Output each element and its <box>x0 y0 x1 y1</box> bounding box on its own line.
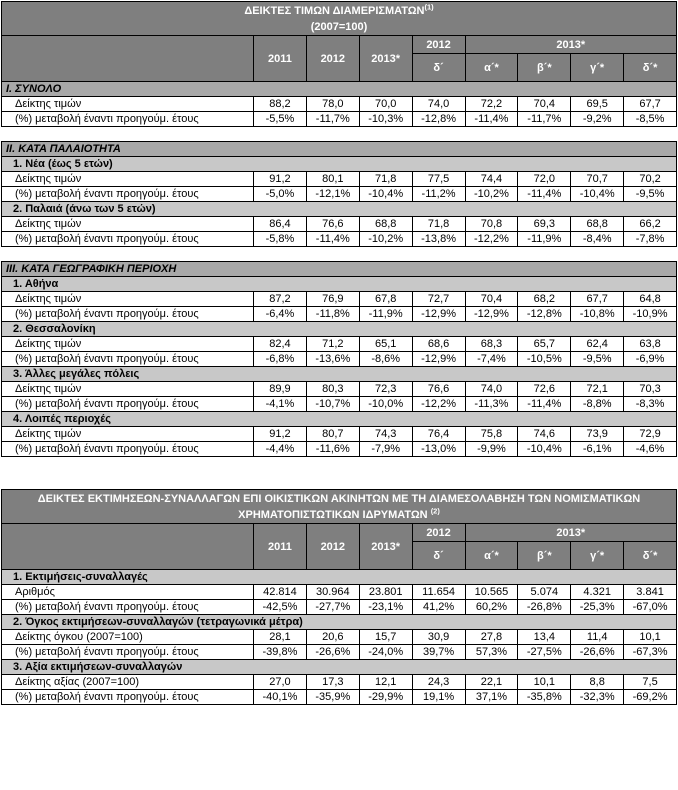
value-cell: -26,6% <box>571 645 624 660</box>
column-header-row <box>2 524 677 542</box>
col-header-2012: 2012 <box>306 524 359 570</box>
value-cell: 22,1 <box>465 675 518 690</box>
value-cell: -6,4% <box>254 307 307 322</box>
value-cell: -11,4% <box>465 112 518 127</box>
value-cell: -7,4% <box>465 352 518 367</box>
valuations-transactions-table <box>1 489 677 705</box>
value-cell: -10,8% <box>571 307 624 322</box>
col-header-2013-q2: β´* <box>518 54 571 82</box>
section-row <box>2 142 677 157</box>
value-cell: -10,9% <box>624 307 677 322</box>
value-cell: -11,3% <box>465 397 518 412</box>
value-cell: 3.841 <box>624 585 677 600</box>
spacer-row <box>2 247 677 262</box>
table-row <box>2 690 677 705</box>
value-cell: -67,3% <box>624 645 677 660</box>
subsection-row <box>2 570 677 585</box>
value-cell: -10,4% <box>571 187 624 202</box>
table-row <box>2 292 677 307</box>
col-header-2013-q1: α´* <box>465 54 518 82</box>
row-label: (%) μεταβολή έναντι προηγούμ. έτους <box>2 187 254 202</box>
value-cell: 88,2 <box>254 97 307 112</box>
value-cell: 68,6 <box>412 337 465 352</box>
value-cell: 63,8 <box>624 337 677 352</box>
table-title-row <box>2 2 677 36</box>
section-band-label: ΙΙΙ. ΚΑΤΑ ΓΕΩΓΡΑΦΙΚΗ ΠΕΡΙΟΧΗ <box>2 262 677 277</box>
value-cell: -27,5% <box>518 645 571 660</box>
value-cell: 68,2 <box>518 292 571 307</box>
table-row <box>2 97 677 112</box>
value-cell: 8,8 <box>571 675 624 690</box>
table-row <box>2 112 677 127</box>
value-cell: -8,3% <box>624 397 677 412</box>
section-row <box>2 262 677 277</box>
value-cell: 4.321 <box>571 585 624 600</box>
value-cell: 37,1% <box>465 690 518 705</box>
value-cell: -69,2% <box>624 690 677 705</box>
col-header-2013-q3: γ´* <box>571 542 624 570</box>
value-cell: 70,2 <box>624 172 677 187</box>
row-label: (%) μεταβολή έναντι προηγούμ. έτους <box>2 645 254 660</box>
value-cell: 69,5 <box>571 97 624 112</box>
value-cell: -8,5% <box>624 112 677 127</box>
value-cell: 62,4 <box>571 337 624 352</box>
value-cell: -10,0% <box>359 397 412 412</box>
value-cell: 74,6 <box>518 427 571 442</box>
value-cell: -32,3% <box>571 690 624 705</box>
table-title-text: ΔΕΙΚΤΕΣ ΕΚΤΙΜΗΣΕΩΝ-ΣΥΝΑΛΛΑΓΩΝ ΕΠΙ ΟΙΚΙΣΤΙΚΩΝ ΑΚΙΝΗΤΩΝ ΜΕ ΤΗ ΔΙΑΜΕΣΟΛΑΒΗΣΗ ΤΩΝ ΝΟΜΙΣΜΑΤΙΚΩΝ ΧΡΗΜΑΤΟΠΙΣΤΩΤΙΚΩΝ ΙΔΡΥΜΑΤΩΝ <box>37 492 641 521</box>
value-cell: -11,7% <box>306 112 359 127</box>
value-cell: 70,0 <box>359 97 412 112</box>
value-cell: 20,6 <box>306 630 359 645</box>
value-cell: 69,3 <box>518 217 571 232</box>
section-band-label: 1. Αθήνα <box>2 277 677 292</box>
subsection-row <box>2 412 677 427</box>
value-cell: 10,1 <box>624 630 677 645</box>
table-title-band <box>2 490 677 524</box>
table-title-text: ΔΕΙΚΤΕΣ ΤΙΜΩΝ ΔΙΑΜΕΡΙΣΜΑΤΩΝ <box>244 4 425 17</box>
section-band-label: 1. Εκτιμήσεις-συναλλαγές <box>2 570 677 585</box>
spacer-cell <box>2 247 677 262</box>
col-group-2012: 2012 <box>412 36 465 54</box>
subsection-row <box>2 367 677 382</box>
value-cell: 72,3 <box>359 382 412 397</box>
table-title-band <box>2 2 677 36</box>
spacer-row <box>2 127 677 142</box>
value-cell: -8,4% <box>571 232 624 247</box>
value-cell: -12,9% <box>412 307 465 322</box>
value-cell: 76,6 <box>412 382 465 397</box>
value-cell: 60,2% <box>465 600 518 615</box>
col-header-2013: 2013* <box>359 36 412 82</box>
value-cell: 28,1 <box>254 630 307 645</box>
value-cell: 75,8 <box>465 427 518 442</box>
value-cell: -25,3% <box>571 600 624 615</box>
value-cell: 67,8 <box>359 292 412 307</box>
value-cell: 19,1% <box>412 690 465 705</box>
section-band-label: ΙΙ. ΚΑΤΑ ΠΑΛΑΙΟΤΗΤΑ <box>2 142 677 157</box>
value-cell: 89,9 <box>254 382 307 397</box>
table-row <box>2 172 677 187</box>
row-label: Δείκτης όγκου (2007=100) <box>2 630 254 645</box>
col-group-2013: 2013* <box>465 524 677 542</box>
value-cell: -5,0% <box>254 187 307 202</box>
value-cell: 57,3% <box>465 645 518 660</box>
table-row <box>2 397 677 412</box>
value-cell: -8,6% <box>359 352 412 367</box>
row-label: Αριθμός <box>2 585 254 600</box>
subsection-row <box>2 322 677 337</box>
value-cell: -11,2% <box>412 187 465 202</box>
value-cell: 64,8 <box>624 292 677 307</box>
value-cell: 68,3 <box>465 337 518 352</box>
row-label: Δείκτης τιμών <box>2 172 254 187</box>
value-cell: 15,7 <box>359 630 412 645</box>
value-cell: 80,1 <box>306 172 359 187</box>
value-cell: 72,2 <box>465 97 518 112</box>
value-cell: -9,2% <box>571 112 624 127</box>
value-cell: -11,6% <box>306 442 359 457</box>
value-cell: -11,4% <box>306 232 359 247</box>
table-title <box>4 491 674 523</box>
table-row <box>2 675 677 690</box>
title-footnote-ref: (1) <box>424 1 434 11</box>
value-cell: -9,9% <box>465 442 518 457</box>
value-cell: -67,0% <box>624 600 677 615</box>
value-cell: -10,2% <box>465 187 518 202</box>
value-cell: -13,0% <box>412 442 465 457</box>
value-cell: 80,7 <box>306 427 359 442</box>
section-band-label: 2. Παλαιά (άνω των 5 ετών) <box>2 202 677 217</box>
row-label: Δείκτης τιμών <box>2 427 254 442</box>
value-cell: 73,9 <box>571 427 624 442</box>
value-cell: -10,4% <box>518 442 571 457</box>
col-header-2012-q4: δ´ <box>412 54 465 82</box>
value-cell: -4,1% <box>254 397 307 412</box>
row-label: (%) μεταβολή έναντι προηγούμ. έτους <box>2 112 254 127</box>
value-cell: 27,0 <box>254 675 307 690</box>
value-cell: -24,0% <box>359 645 412 660</box>
section-band-label: 3. Αξία εκτιμήσεων-συναλλαγών <box>2 660 677 675</box>
section-band-label: 2. Όγκος εκτιμήσεων-συναλλαγών (τετραγωνικά μέτρα) <box>2 615 677 630</box>
statistical-tables-sheet <box>1 1 677 705</box>
value-cell: -11,4% <box>518 397 571 412</box>
value-cell: -12,2% <box>412 397 465 412</box>
value-cell: -11,9% <box>359 307 412 322</box>
row-label: (%) μεταβολή έναντι προηγούμ. έτους <box>2 442 254 457</box>
value-cell: -12,1% <box>306 187 359 202</box>
value-cell: 72,0 <box>518 172 571 187</box>
value-cell: -12,8% <box>412 112 465 127</box>
value-cell: 68,8 <box>571 217 624 232</box>
subsection-row <box>2 615 677 630</box>
col-header-2013-q1: α´* <box>465 542 518 570</box>
value-cell: 30.964 <box>306 585 359 600</box>
subsection-row <box>2 277 677 292</box>
value-cell: 12,1 <box>359 675 412 690</box>
value-cell: 74,3 <box>359 427 412 442</box>
value-cell: -26,8% <box>518 600 571 615</box>
table-subtitle: (2007=100) <box>310 20 368 33</box>
table-row <box>2 217 677 232</box>
col-group-2012: 2012 <box>412 524 465 542</box>
value-cell: 27,8 <box>465 630 518 645</box>
value-cell: 39,7% <box>412 645 465 660</box>
value-cell: -10,2% <box>359 232 412 247</box>
value-cell: 11,4 <box>571 630 624 645</box>
col-header-2013-q2: β´* <box>518 542 571 570</box>
value-cell: 10.565 <box>465 585 518 600</box>
value-cell: 71,8 <box>359 172 412 187</box>
value-cell: 24,3 <box>412 675 465 690</box>
row-label: (%) μεταβολή έναντι προηγούμ. έτους <box>2 307 254 322</box>
value-cell: -29,9% <box>359 690 412 705</box>
row-label: (%) μεταβολή έναντι προηγούμ. έτους <box>2 352 254 367</box>
value-cell: 70,7 <box>571 172 624 187</box>
value-cell: -42,5% <box>254 600 307 615</box>
table-title-row <box>2 490 677 524</box>
value-cell: -5,5% <box>254 112 307 127</box>
section-band-label: Ι. ΣΥΝΟΛΟ <box>2 82 677 97</box>
value-cell: -10,3% <box>359 112 412 127</box>
row-label: Δείκτης τιμών <box>2 97 254 112</box>
value-cell: -9,5% <box>571 352 624 367</box>
label-column-header <box>2 524 254 570</box>
value-cell: 11.654 <box>412 585 465 600</box>
col-header-2012: 2012 <box>306 36 359 82</box>
value-cell: 74,0 <box>465 382 518 397</box>
spacer-cell <box>2 127 677 142</box>
value-cell: 72,9 <box>624 427 677 442</box>
col-header-2013-q3: γ´* <box>571 54 624 82</box>
value-cell: 42.814 <box>254 585 307 600</box>
value-cell: -27,7% <box>306 600 359 615</box>
value-cell: -12,9% <box>465 307 518 322</box>
value-cell: -23,1% <box>359 600 412 615</box>
column-header-row <box>2 36 677 54</box>
value-cell: -11,7% <box>518 112 571 127</box>
value-cell: 72,1 <box>571 382 624 397</box>
table-row <box>2 232 677 247</box>
value-cell: -11,9% <box>518 232 571 247</box>
value-cell: -12,8% <box>518 307 571 322</box>
col-group-2013: 2013* <box>465 36 677 54</box>
value-cell: 71,2 <box>306 337 359 352</box>
value-cell: 67,7 <box>624 97 677 112</box>
value-cell: 71,8 <box>412 217 465 232</box>
value-cell: 30,9 <box>412 630 465 645</box>
value-cell: 5.074 <box>518 585 571 600</box>
value-cell: -13,6% <box>306 352 359 367</box>
value-cell: 76,4 <box>412 427 465 442</box>
value-cell: 41,2% <box>412 600 465 615</box>
row-label: Δείκτης τιμών <box>2 337 254 352</box>
title-footnote-ref: (2) <box>430 505 440 515</box>
row-label: Δείκτης τιμών <box>2 217 254 232</box>
value-cell: -10,5% <box>518 352 571 367</box>
table-row <box>2 382 677 397</box>
value-cell: 72,7 <box>412 292 465 307</box>
value-cell: -11,4% <box>518 187 571 202</box>
row-label: Δείκτης τιμών <box>2 382 254 397</box>
row-label: (%) μεταβολή έναντι προηγούμ. έτους <box>2 397 254 412</box>
value-cell: -12,2% <box>465 232 518 247</box>
table-title <box>4 3 674 19</box>
value-cell: -13,8% <box>412 232 465 247</box>
subsection-row <box>2 202 677 217</box>
value-cell: -4,6% <box>624 442 677 457</box>
price-index-table-body <box>2 82 677 457</box>
value-cell: 10,1 <box>518 675 571 690</box>
value-cell: 7,5 <box>624 675 677 690</box>
row-label: (%) μεταβολή έναντι προηγούμ. έτους <box>2 690 254 705</box>
value-cell: 76,9 <box>306 292 359 307</box>
apartment-price-index-table <box>1 1 677 457</box>
section-row <box>2 82 677 97</box>
value-cell: -39,8% <box>254 645 307 660</box>
value-cell: -12,9% <box>412 352 465 367</box>
col-header-2011: 2011 <box>254 36 307 82</box>
value-cell: 65,1 <box>359 337 412 352</box>
value-cell: 91,2 <box>254 427 307 442</box>
value-cell: 74,4 <box>465 172 518 187</box>
value-cell: -5,8% <box>254 232 307 247</box>
value-cell: -35,8% <box>518 690 571 705</box>
col-header-2013-q4: δ´* <box>624 542 677 570</box>
label-column-header <box>2 36 254 82</box>
value-cell: -6,9% <box>624 352 677 367</box>
table-row <box>2 600 677 615</box>
value-cell: 70,4 <box>465 292 518 307</box>
value-cell: -40,1% <box>254 690 307 705</box>
value-cell: -26,6% <box>306 645 359 660</box>
value-cell: 86,4 <box>254 217 307 232</box>
value-cell: 67,7 <box>571 292 624 307</box>
value-cell: 13,4 <box>518 630 571 645</box>
table-row <box>2 585 677 600</box>
table-row <box>2 630 677 645</box>
table-row <box>2 352 677 367</box>
table-row <box>2 337 677 352</box>
value-cell: 72,6 <box>518 382 571 397</box>
col-header-2013-q4: δ´* <box>624 54 677 82</box>
col-header-2012-q4: δ´ <box>412 542 465 570</box>
value-cell: -7,9% <box>359 442 412 457</box>
value-cell: 91,2 <box>254 172 307 187</box>
value-cell: -10,7% <box>306 397 359 412</box>
row-label: Δείκτης αξίας (2007=100) <box>2 675 254 690</box>
section-band-label: 4. Λοιπές περιοχές <box>2 412 677 427</box>
section-band-label: 2. Θεσσαλονίκη <box>2 322 677 337</box>
value-cell: -6,1% <box>571 442 624 457</box>
table-row <box>2 427 677 442</box>
col-header-2011: 2011 <box>254 524 307 570</box>
section-band-label: 3. Άλλες μεγάλες πόλεις <box>2 367 677 382</box>
row-label: (%) μεταβολή έναντι προηγούμ. έτους <box>2 232 254 247</box>
subsection-row <box>2 157 677 172</box>
value-cell: 23.801 <box>359 585 412 600</box>
value-cell: 70,8 <box>465 217 518 232</box>
value-cell: -4,4% <box>254 442 307 457</box>
value-cell: 70,4 <box>518 97 571 112</box>
table-row <box>2 187 677 202</box>
value-cell: 66,2 <box>624 217 677 232</box>
section-band-label: 1. Νέα (έως 5 ετών) <box>2 157 677 172</box>
value-cell: 65,7 <box>518 337 571 352</box>
value-cell: -9,5% <box>624 187 677 202</box>
value-cell: -35,9% <box>306 690 359 705</box>
value-cell: -8,8% <box>571 397 624 412</box>
value-cell: -10,4% <box>359 187 412 202</box>
table-row <box>2 307 677 322</box>
value-cell: 78,0 <box>306 97 359 112</box>
col-header-2013: 2013* <box>359 524 412 570</box>
value-cell: 70,3 <box>624 382 677 397</box>
value-cell: 68,8 <box>359 217 412 232</box>
value-cell: 82,4 <box>254 337 307 352</box>
value-cell: 76,6 <box>306 217 359 232</box>
valuations-table-body <box>2 570 677 705</box>
table-row <box>2 442 677 457</box>
value-cell: 77,5 <box>412 172 465 187</box>
value-cell: 74,0 <box>412 97 465 112</box>
value-cell: 80,3 <box>306 382 359 397</box>
subsection-row <box>2 660 677 675</box>
value-cell: 17,3 <box>306 675 359 690</box>
row-label: (%) μεταβολή έναντι προηγούμ. έτους <box>2 600 254 615</box>
row-label: Δείκτης τιμών <box>2 292 254 307</box>
value-cell: -11,8% <box>306 307 359 322</box>
value-cell: -6,8% <box>254 352 307 367</box>
table-row <box>2 645 677 660</box>
value-cell: 87,2 <box>254 292 307 307</box>
value-cell: -7,8% <box>624 232 677 247</box>
